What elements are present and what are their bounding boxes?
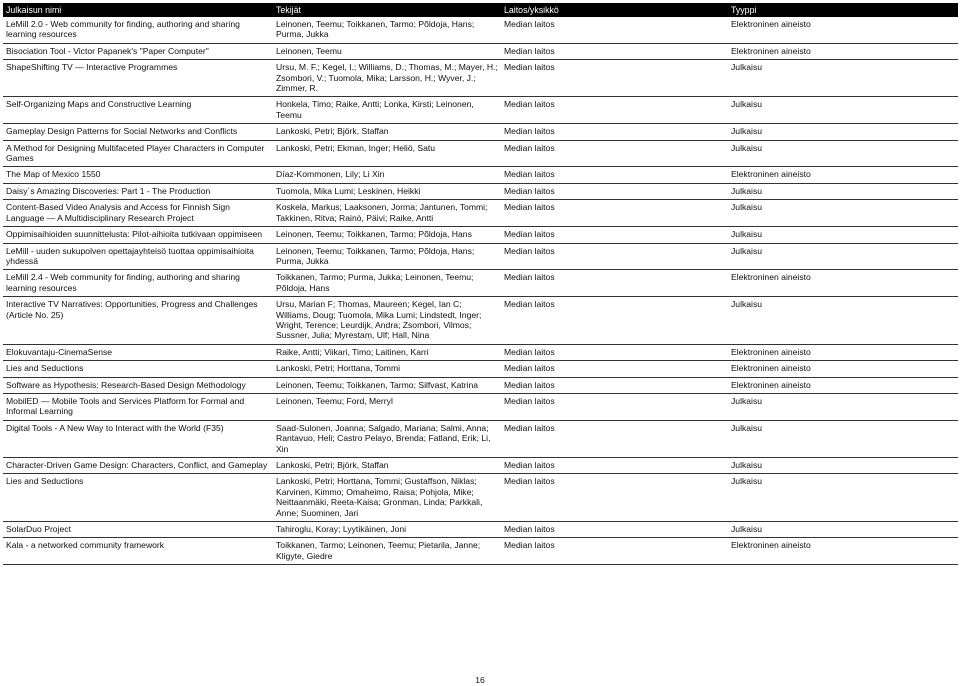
department-cell: Median laitos xyxy=(501,17,728,43)
table-row xyxy=(3,200,958,227)
table-row xyxy=(3,140,958,167)
header-authors: Tekijät xyxy=(273,3,501,17)
table-row xyxy=(3,344,958,360)
type-cell: Julkaisu xyxy=(728,522,958,538)
table-row xyxy=(3,243,958,270)
type-cell: Elektroninen aineisto xyxy=(728,538,958,565)
title-cell: SolarDuo Project xyxy=(3,522,273,538)
department-cell: Median laitos xyxy=(501,297,728,345)
title-cell: The Map of Mexico 1550 xyxy=(3,167,273,183)
header-title: Julkaisun nimi xyxy=(3,3,273,17)
department-cell: Median laitos xyxy=(501,393,728,420)
title-cell: A Method for Designing Multifaceted Player Characters in Computer Games xyxy=(3,140,273,167)
title-cell: ShapeShifting TV — Interactive Programmes xyxy=(3,60,273,97)
department-cell: Median laitos xyxy=(501,97,728,124)
authors-cell: Koskela, Markus; Laaksonen, Jorma; Jantunen, Tommi; Takkinen, Ritva; Rainò, Päivi; Raike, Antti xyxy=(273,200,501,227)
title-cell: Interactive TV Narratives: Opportunities, Progress and Challenges (Article No. 25) xyxy=(3,297,273,345)
authors-cell: Leinonen, Teemu; Toikkanen, Tarmo; Põldoja, Hans xyxy=(273,227,501,243)
department-cell: Median laitos xyxy=(501,538,728,565)
title-cell: Software as Hypothesis: Research-Based Design Methodology xyxy=(3,377,273,393)
authors-cell: Ursu, Marian F; Thomas, Maureen; Kegel, Ian C; Williams, Doug; Tuomola, Mika Lumi; Lindstedt, Inger; Wright, Terence; Leurdijk, Andra; Zsombori, Vilmos; Sussner, Julia; Myrestam, Ulf; Hall, Nina xyxy=(273,297,501,345)
type-cell: Elektroninen aineisto xyxy=(728,377,958,393)
department-cell: Median laitos xyxy=(501,60,728,97)
type-cell: Elektroninen aineisto xyxy=(728,167,958,183)
type-cell: Elektroninen aineisto xyxy=(728,17,958,43)
type-cell: Julkaisu xyxy=(728,97,958,124)
authors-cell: Díaz-Kommonen, Lily; Li Xin xyxy=(273,167,501,183)
department-cell: Median laitos xyxy=(501,377,728,393)
type-cell: Julkaisu xyxy=(728,420,958,457)
authors-cell: Honkela, Timo; Raike, Antti; Lonka, Kirsti; Leinonen, Teemu xyxy=(273,97,501,124)
title-cell: Oppimisaihioiden suunnittelusta: Pilot-aihioita tutkivaan oppimiseen xyxy=(3,227,273,243)
title-cell: Content-Based Video Analysis and Access for Finnish Sign Language — A Multidisciplinary Research Project xyxy=(3,200,273,227)
authors-cell: Ursu, M. F.; Kegel, I.; Williams, D.; Thomas, M.; Mayer, H.; Zsombori, V.; Tuomola, Mika; Larsson, H.; Wyver, J.; Zimmer, R. xyxy=(273,60,501,97)
type-cell: Julkaisu xyxy=(728,200,958,227)
title-cell: Lies and Seductions xyxy=(3,361,273,377)
table-row xyxy=(3,270,958,297)
title-cell: Elokuvantaju-CinemaSense xyxy=(3,344,273,360)
department-cell: Median laitos xyxy=(501,167,728,183)
authors-cell: Toikkanen, Tarmo; Leinonen, Teemu; Pietarila, Janne; Kligyte, Giedre xyxy=(273,538,501,565)
type-cell: Julkaisu xyxy=(728,60,958,97)
department-cell: Median laitos xyxy=(501,458,728,474)
type-cell: Elektroninen aineisto xyxy=(728,344,958,360)
title-cell: LeMill 2.4 - Web community for finding, authoring and sharing learning resources xyxy=(3,270,273,297)
authors-cell: Lankoski, Petri; Björk, Staffan xyxy=(273,124,501,140)
authors-cell: Tahiroglu, Koray; Lyytikäinen, Joni xyxy=(273,522,501,538)
title-cell: MobilED — Mobile Tools and Services Platform for Formal and Informal Learning xyxy=(3,393,273,420)
authors-cell: Tuomola, Mika Lumi; Leskinen, Heikki xyxy=(273,183,501,199)
department-cell: Median laitos xyxy=(501,361,728,377)
header-type: Tyyppi xyxy=(728,3,958,17)
type-cell: Julkaisu xyxy=(728,474,958,522)
authors-cell: Leinonen, Teemu; Toikkanen, Tarmo; Põldoja, Hans; Purma, Jukka xyxy=(273,17,501,43)
department-cell: Median laitos xyxy=(501,183,728,199)
type-cell: Elektroninen aineisto xyxy=(728,361,958,377)
authors-cell: Leinonen, Teemu; Toikkanen, Tarmo; Silfvast, Katrina xyxy=(273,377,501,393)
authors-cell: Lankoski, Petri; Ekman, Inger; Heliö, Satu xyxy=(273,140,501,167)
table-row xyxy=(3,17,958,43)
title-cell: Digital Tools - A New Way to Interact with the World (F35) xyxy=(3,420,273,457)
department-cell: Median laitos xyxy=(501,474,728,522)
table-row xyxy=(3,538,958,565)
table-row xyxy=(3,361,958,377)
table-row xyxy=(3,183,958,199)
table-row xyxy=(3,227,958,243)
department-cell: Median laitos xyxy=(501,270,728,297)
title-cell: Daisy´s Amazing Discoveries: Part 1 - The Production xyxy=(3,183,273,199)
authors-cell: Lankoski, Petri; Horttana, Tommi xyxy=(273,361,501,377)
table-row xyxy=(3,43,958,59)
type-cell: Elektroninen aineisto xyxy=(728,270,958,297)
department-cell: Median laitos xyxy=(501,344,728,360)
type-cell: Julkaisu xyxy=(728,393,958,420)
authors-cell: Lankoski, Petri; Björk, Staffan xyxy=(273,458,501,474)
department-cell: Median laitos xyxy=(501,200,728,227)
authors-cell: Leinonen, Teemu; Ford, Merryl xyxy=(273,393,501,420)
title-cell: Character-Driven Game Design: Characters, Conflict, and Gameplay xyxy=(3,458,273,474)
department-cell: Median laitos xyxy=(501,140,728,167)
table-row xyxy=(3,420,958,457)
header-department: Laitos/yksikkö xyxy=(501,3,728,17)
table-header-row xyxy=(3,3,958,17)
department-cell: Median laitos xyxy=(501,243,728,270)
title-cell: Kala - a networked community framework xyxy=(3,538,273,565)
title-cell: LeMill 2.0 - Web community for finding, authoring and sharing learning resources xyxy=(3,17,273,43)
title-cell: Self-Organizing Maps and Constructive Learning xyxy=(3,97,273,124)
title-cell: Bisociation Tool - Victor Papanek's "Paper Computer" xyxy=(3,43,273,59)
title-cell: LeMill - uuden sukupolven opettajayhteisö tuottaa oppimisaihioita yhdessä xyxy=(3,243,273,270)
title-cell: Gameplay Design Patterns for Social Networks and Conflicts xyxy=(3,124,273,140)
title-cell: Lies and Seductions xyxy=(3,474,273,522)
department-cell: Median laitos xyxy=(501,124,728,140)
authors-cell: Lankoski, Petri; Horttana, Tommi; Gustaffson, Niklas; Karvinen, Kimmo; Omaheimo, Raisa; Pohjola, Mike; Neittaanmäki, Reeta-Kaisa; Gronman, Linda; Parkkali, Anne; Suominen, Jari xyxy=(273,474,501,522)
authors-cell: Toikkanen, Tarmo; Purma, Jukka; Leinonen, Teemu; Põldoja, Hans xyxy=(273,270,501,297)
type-cell: Julkaisu xyxy=(728,140,958,167)
authors-cell: Leinonen, Teemu xyxy=(273,43,501,59)
department-cell: Median laitos xyxy=(501,420,728,457)
table-row xyxy=(3,297,958,345)
table-row xyxy=(3,97,958,124)
type-cell: Julkaisu xyxy=(728,227,958,243)
table-body xyxy=(3,17,958,565)
type-cell: Julkaisu xyxy=(728,124,958,140)
type-cell: Elektroninen aineisto xyxy=(728,43,958,59)
page-number: 16 xyxy=(475,675,485,685)
department-cell: Median laitos xyxy=(501,43,728,59)
table-row xyxy=(3,458,958,474)
table-row xyxy=(3,377,958,393)
authors-cell: Raike, Antti; Viikari, Timo; Laitinen, Karri xyxy=(273,344,501,360)
type-cell: Julkaisu xyxy=(728,183,958,199)
type-cell: Julkaisu xyxy=(728,297,958,345)
table-row xyxy=(3,522,958,538)
department-cell: Median laitos xyxy=(501,522,728,538)
table-row xyxy=(3,474,958,522)
table-row xyxy=(3,393,958,420)
type-cell: Julkaisu xyxy=(728,458,958,474)
authors-cell: Saad-Sulonen, Joanna; Salgado, Mariana; Salmi, Anna; Rantavuo, Heli; Castro Pelayo, Brenda; Fatland, Erik; Li, Xin xyxy=(273,420,501,457)
table-row xyxy=(3,60,958,97)
authors-cell: Leinonen, Teemu; Toikkanen, Tarmo; Põldoja, Hans; Purma, Jukka xyxy=(273,243,501,270)
type-cell: Julkaisu xyxy=(728,243,958,270)
department-cell: Median laitos xyxy=(501,227,728,243)
table-row xyxy=(3,167,958,183)
table-row xyxy=(3,124,958,140)
publications-table xyxy=(3,3,958,565)
